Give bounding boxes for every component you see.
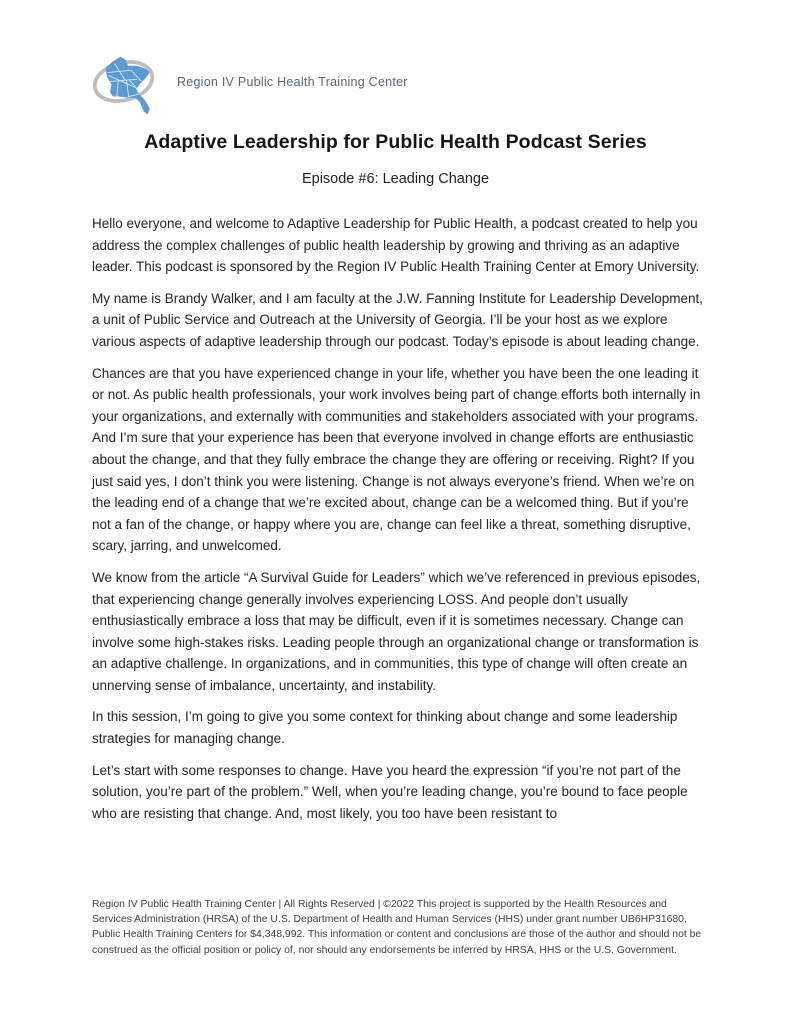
org-logo-text: Region IV Public Health Training Center — [177, 75, 408, 89]
body-paragraph: In this session, I’m going to give you some context for thinking about change and some leadership strategies for managing change. — [92, 709, 678, 747]
body-paragraph: Let’s start with some responses to change. Have you heard the expression “if you’re not part of the solution, you’re part of the problem.” Well, when you’re leading change, you’re bound to face people who are resisting that change. And, most likely, you too have been resistant to — [92, 762, 688, 821]
org-logo — [88, 50, 408, 116]
body-paragraph: Hello everyone, and welcome to Adaptive Leadership for Public Health, a podcast created to help you address the complex challenges of public health leadership by growing and thriving as an adaptive leader. This podcast is sponsored by the Region IV Public Health Training Center at Emory University. — [92, 216, 700, 275]
region-iv-map-icon — [88, 50, 168, 116]
footer-disclaimer: Region IV Public Health Training Center | All Rights Reserved | ©2022 This project is supported by the Health Resources and Services Administration (HRSA) of the U.S. Department of Health and Human Services (HHS) under grant number UB6HP31680, Public Health Training Centers for $4,348,992. This information or content and conclusions are those of the author and should not be construed as the official position or policy of, nor should any endorsements be inferred by HRSA, HHS or the U.S. Government. — [92, 899, 702, 956]
body-paragraph: My name is Brandy Walker, and I am faculty at the J.W. Fanning Institute for Leadership Development, a unit of Public Service and Outreach at the University of Georgia. I’ll be your host as we explore various aspects of adaptive leadership through our podcast. Today’s episode is about leading change. — [92, 290, 704, 349]
transcript-body — [92, 213, 705, 834]
episode-subtitle: Episode #6: Leading Change — [301, 171, 490, 187]
body-paragraph: We know from the article “A Survival Guide for Leaders” which we’ve referenced in previous episodes, that experiencing change generally involves experiencing LOSS. And people don’t usually enthusiastically embrace a loss that may be difficult, even if it is sometimes necessary. Change can involve some high-stakes risks. Leading people through an organizational change or transformation is an adaptive challenge. In organizations, and in communities, this type of change will often create an unnerving sense of imbalance, uncertainty, and instability. — [92, 569, 701, 693]
body-paragraph: Chances are that you have experienced change in your life, whether you have been the one leading it or not. As public health professionals, your work involves being part of change efforts both internally in your organizations, and externally with communities and stakeholders associated with your programs. And I’m sure that your experience has been that everyone involved in change efforts are enthusiastic about the change, and that they fully embrace the change they are offering or receiving. Right? If you just said yes, I don’t think you were listening. Change is not always everyone’s friend. When we’re on the leading end of a change that we’re excited about, change can be a welcomed thing. But if you’re not a fan of the change, or happy where you are, change can feel like a threat, something disruptive, scary, jarring, and unwelcomed. — [92, 365, 701, 554]
page-title: Adaptive Leadership for Public Health Podcast Series — [144, 131, 647, 153]
